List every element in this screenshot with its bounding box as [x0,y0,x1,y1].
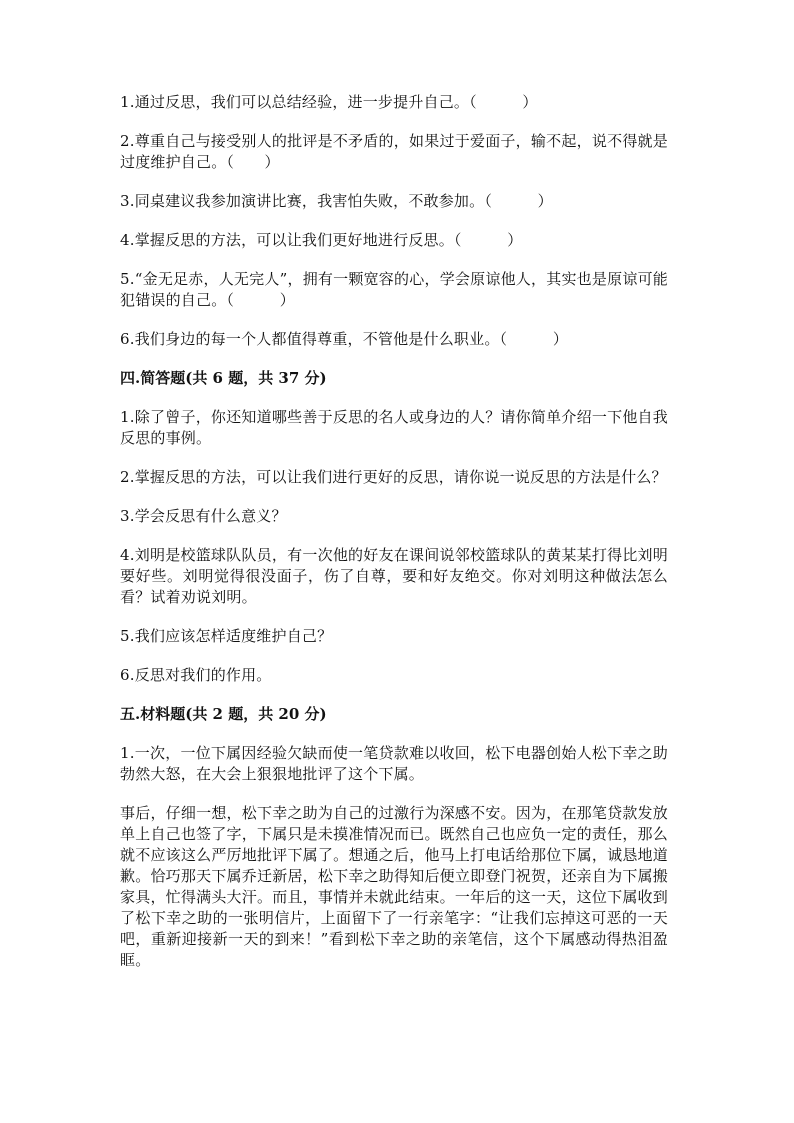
section-heading-material: 五.材料题(共 2 题，共 20 分) [120,705,327,723]
judgment-item-1: 1.通过反思，我们可以总结经验，进一步提升自己。（ ） [120,93,538,111]
judgment-item-6: 6.我们身边的每一个人都值得尊重，不管他是什么职业。（ ） [120,330,569,348]
material-item-1-intro: 1.一次，一位下属因经验欠缺而使一笔贷款难以收回，松下电器创始人松下幸之助勃然大怒，在大会上狠狠地批评了这个下属。 [120,744,668,783]
material-item-1-story: 事后，仔细一想，松下幸之助为自己的过激行为深感不安。因为，在那笔贷款发放单上自己也签了字，下属只是未摸准情况而已。既然自己也应负一定的责任，那么就不应该这么严厉地批评下属了。想通之后，他马上打电话给那位下属，诚恳地道歉。恰巧那天下属乔迁新居，松下幸之助得知后便立即登门祝贺，还亲自为下属搬家具，忙得满头大汗。而且，事情并未就此结束。一年后的这一天，这位下属收到了松下幸之助的一张明信片，上面留下了一行亲笔字：“让我们忘掉这可恶的一天吧，重新迎接新一天的到来！”看到松下幸之助的亲笔信，这个下属感动得热泪盈眶。 [120,804,668,969]
short-answer-item-4: 4.刘明是校篮球队队员，有一次他的好友在课间说邻校篮球队的黄某某打得比刘明要好些。刘明觉得很没面子，伤了自尊，要和好友绝交。你对刘明这种做法怎么看？试着劝说刘明。 [120,546,668,606]
short-answer-item-1: 1.除了曾子，你还知道哪些善于反思的名人或身边的人？请你简单介绍一下他自我反思的事例。 [120,408,668,447]
judgment-item-2: 2.尊重自己与接受别人的批评是不矛盾的，如果过于爱面子，输不起，说不得就是过度维护自己。（ ） [120,132,668,171]
judgment-item-5: 5.“金无足赤，人无完人”，拥有一颗宽容的心，学会原谅他人，其实也是原谅可能犯错误的自己。（ ） [120,270,668,309]
judgment-item-3: 3.同桌建议我参加演讲比赛，我害怕失败，不敢参加。（ ） [120,192,553,210]
short-answer-item-2: 2.掌握反思的方法，可以让我们进行更好的反思，请你说一说反思的方法是什么？ [120,468,667,486]
section-heading-short-answer: 四.简答题(共 6 题，共 37 分) [120,369,327,387]
judgment-item-4: 4.掌握反思的方法，可以让我们更好地进行反思。（ ） [120,231,523,249]
short-answer-item-6: 6.反思对我们的作用。 [120,666,272,684]
short-answer-section [120,368,668,686]
document-page [120,92,668,989]
short-answer-item-5: 5.我们应该怎样适度维护自己？ [120,627,333,645]
short-answer-item-3: 3.学会反思有什么意义？ [120,507,287,525]
material-section [120,704,668,971]
judgment-section [120,92,668,350]
